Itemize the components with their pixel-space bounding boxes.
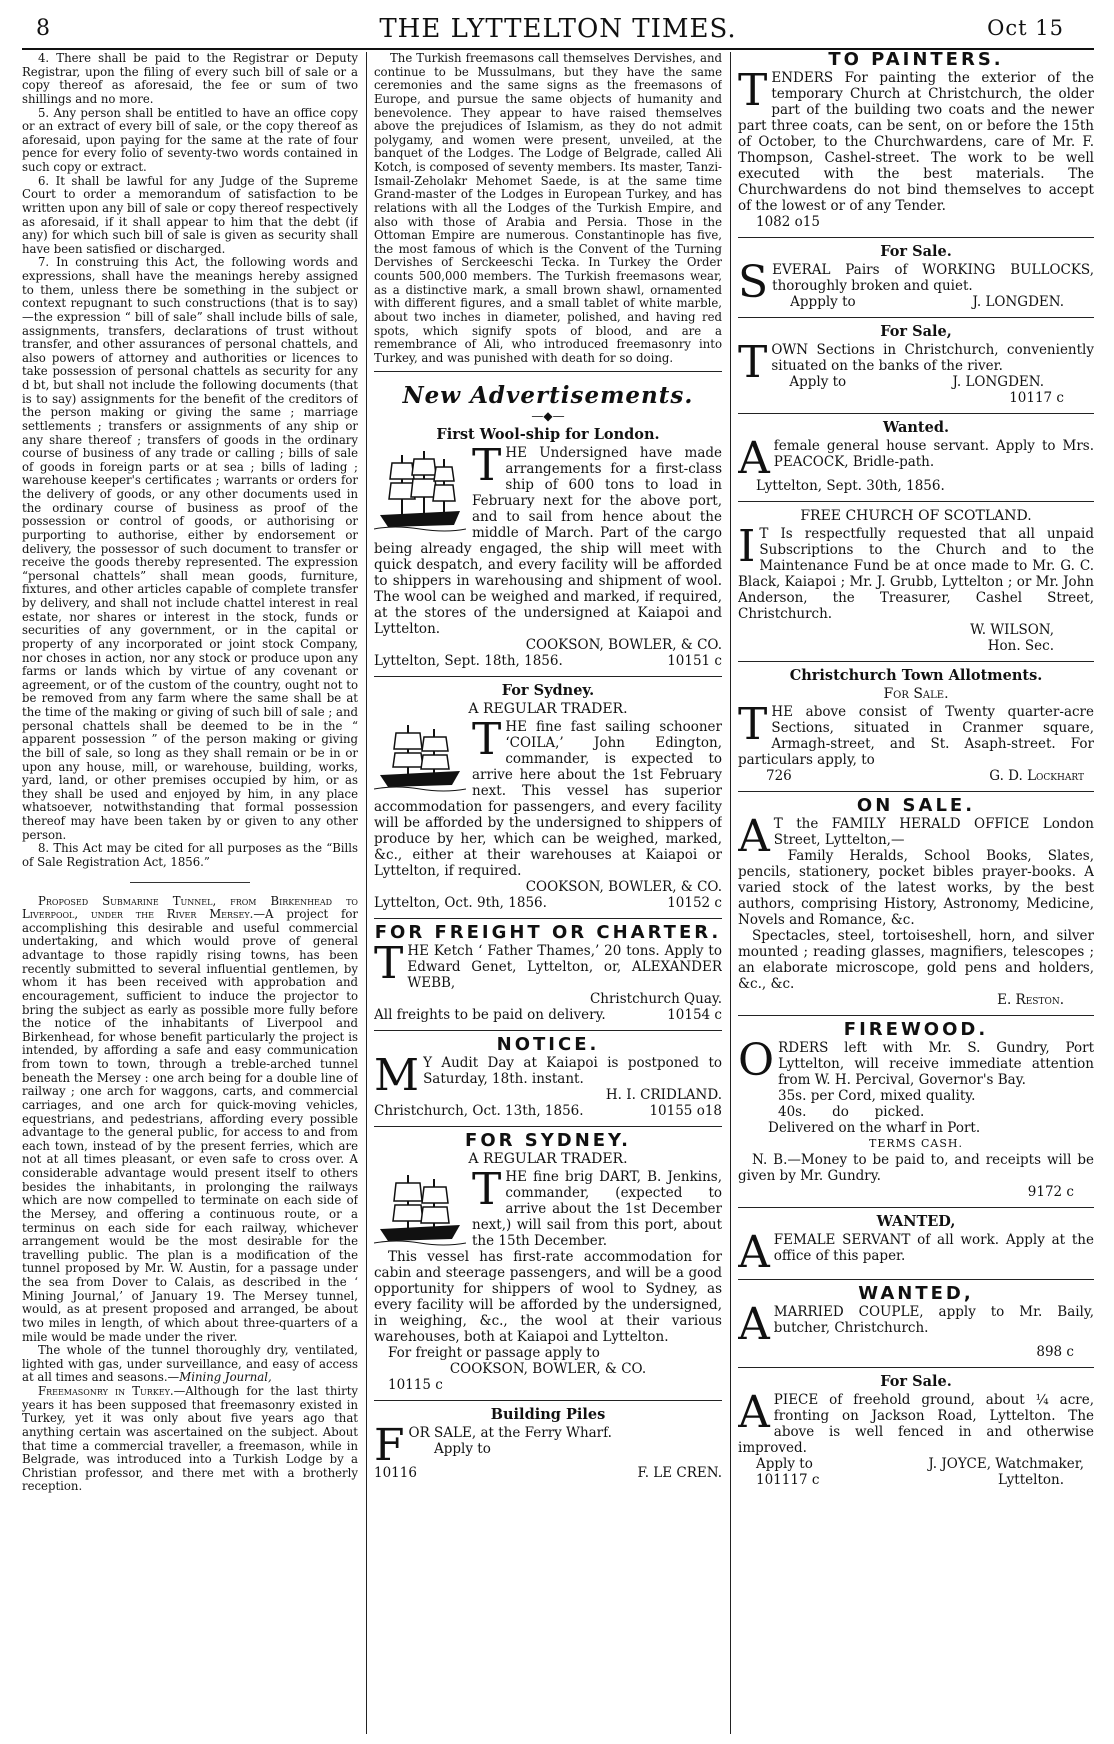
ad-heading: NOTICE. [496, 1034, 600, 1056]
column-2 [374, 52, 722, 1734]
drop-cap: A [738, 1387, 770, 1438]
ad-body: T Is respectfully requested that all unpaid Subscriptions to the Church and to the Maintenance Fund be at once made to Mr. G. C. Black, Kaiapoi ; Mr. J. Grubb, Lyttelton ; or Mr. John Anderson, the Treasurer, Cashel Street, Christchurch. [738, 526, 1094, 622]
ship-icon [374, 719, 466, 793]
drop-cap: T [738, 65, 768, 116]
ship-icon [374, 445, 466, 535]
ad-signature: F. LE CREN. [637, 1465, 722, 1482]
drop-cap: A [738, 1227, 770, 1278]
ad-signature: G. D. Lockhart [989, 768, 1084, 784]
drop-cap: O [738, 1035, 775, 1086]
drop-cap: A [738, 433, 770, 484]
ad-signature: W. WILSON, [970, 622, 1054, 638]
freemasonry-heading: Freemasonry in Turkey. [38, 1384, 174, 1398]
column-3 [738, 52, 1094, 1734]
ad-body: RDERS left with Mr. S. Gundry, Port Lyttelton, will receive immediate attention from W. H. Percival, Governor's Bay. [778, 1040, 1094, 1088]
ad-body: HE fine fast sailing schooner ‘COILA,’ John Edington, commander, is expected to arrive here about the 1st February next. This vessel has superior accommodation for passengers, and every facility will be afforded by the undersigned to shippers of produce by her, which can be weighed, marked, &c., either at their warehouses at Kaiapoi or Lyttelton, if required. [374, 719, 722, 880]
ad-body: OWN Sections in Christchurch, conveniently situated on the banks of the river. [771, 342, 1094, 374]
ad-number: 10116 [374, 1465, 417, 1482]
law-clause: 4. There shall be paid to the Registrar or Deputy Registrar, upon the filing of every such bill of sale or a copy thereof as aforesaid, the fee or sum of two shillings and no more. [22, 52, 358, 106]
ad-signature: COOKSON, BOWLER, & CO. [449, 1361, 647, 1378]
ad-number: 726 [766, 768, 792, 784]
ad-sydney-dart: FOR SYDNEY. A REGULAR TRADER. T HE fine brig DART, B. Jenkins, commander, (expected to arrive about the 1st December next,) will sail from this port, about the 15th December. This vessel has first-rate accommodation for cabin and steerage passengers, and will be a good opportunity for shippers of wool to Sydney, as every facility will be afforded by the undersigned, in weighing, &c., the wool at their various warehouses, both at Kaiapoi and Lyttelton. For freight or passage apply to COOKSON, BOWLER, & CO. 10115 c [374, 1127, 722, 1401]
ad-signature: J. JOYCE, Watchmaker, [928, 1456, 1084, 1472]
column-1 [22, 52, 358, 1734]
ad-heading: For Sale. [880, 243, 952, 260]
freemasonry-continued: The Turkish freemasons call themselves Dervishes, and continue to be Mussulmans, but they have the same ceremonies and the same signs as the freemasons of Europe, and pursue the same objects of humanity and benevolence. They appear to have raised themselves above the prejudices of Islamism, as they do not admit polygamy, and women were present, unveiled, at the banquet of the Lodges. The Lodge of Belgrade, called Ali Kotch, is composed of seventy members. Its master, Tanzi-Ismail-Zeholakr Mehomet Saede, is at the same time Grand-master of the Lodges in European Turkey, and has relations with all the Lodges of the Turkish Empire, and also with those of Arabia and Persia. Those in the Ottoman Empire are numerous. Constantinople has five, the most famous of which is the Convent of the Turning Dervishes of Serckeeschi Tecka. In Turkey the Order counts 500,000 members. The Turkish freemasons wear, as a distinctive mark, a small brown shawl, ornamented with different figures, and a small tablet of white marble, about two inches in diameter, polished, and having red spots, which signify spots of blood, and are a remembrance of Ali, who introduced freemasonry into Turkey, and was punished with death for so doing. [374, 52, 722, 365]
law-clause: 7. In construing this Act, the following words and expressions, shall have the meanings hereby assigned to them, unless there be something in the subject or context repugnant to such constructions (that is to say)—the expression “ bill of sale” shall include bills of sale, assignments, transfers, declarations of trust without transfer, and other assurances of personal chattels, and also powers of attorney and authorities or licences to take possession of personal chattels as security for any d bt, but shall not include the following documents (that is to say) assignments for the benefit of the creditors of the person making or giving the same ; marriage settlements ; transfers or assignments of any ship or any share thereof ; transfers of goods in the ordinary course of business of any trade or calling ; bills of sale of goods in foreign parts or at sea ; bills of lading ; warehouse keeper's certificates ; warrants or orders for the delivery of goods, or any other documents used in the ordinary course of business as proof of the possession or control of goods, or authorising or purporting to authorise, either by endorsement or delivery, the possessor of such document to transfer or receive the goods thereby represented. The expression “personal chattels” shall mean goods, furniture, fixtures, and other articles capable of complete transfer by delivery, and shall not include chattel interest in real estate, nor shares or interest in the stock, funds or securities of any government, or in the capital or property of any incorporated or joint stock Company, nor choses in action, nor any stock or produce upon any farms or lands which by virtue of any covenant or agreement, or of the custom of the country, ought not to be removed from any farm where the same shall be at the time of the making or giving of such bill of sale ; and personal chattels shall be deemed to be in the “ apparent possession ” of the person making or giving the bill of sale, so long as they shall remain or be in or upon any house, mill, or warehouse, building, works, yard, land, or other premises occupied by him, or as they shall be used and enjoyed by him, in any place whatsoever, notwithstanding that formal possession thereof may have been taken by or given to any other person. [22, 255, 358, 842]
ship-icon [374, 1169, 466, 1247]
law-clause: 6. It shall be lawful for any Judge of the Supreme Court to order a memorandum of satisfaction to be written upon any bill of sale or copy thereof respectively as aforesaid, if it shall appear to him that the debt (if any) for which such bill of sale is given as security shall have been satisfied or discharged. [22, 173, 358, 256]
ad-heading: WANTED, [858, 1283, 974, 1304]
ad-body: female general house servant. Apply to Mrs. PEACOCK, Bridle-path. [773, 438, 1094, 470]
ad-signature: E. Reston. [997, 992, 1064, 1008]
ad-number: 1082 o15 [756, 214, 820, 230]
drop-cap: T [738, 699, 768, 750]
tunnel-article [22, 895, 358, 1345]
ad-number: 10152 c [667, 895, 722, 912]
freemasonry-article: Freemasonry in Turkey.—Although for the last thirty years it has been supposed that freemasonry existed in Turkey, yet it was only about five years ago that anything certain was ascertained on the subject. About that time a commercial traveller, a freemason, while in Belgrade, was introduced into a Turkish Lodge by a Christian professor, and there met with a brotherly reception. [22, 1384, 358, 1494]
ad-number: 10151 c [667, 653, 722, 670]
ad-heading: Christchurch Town Allotments. [789, 667, 1043, 684]
ad-body: FEMALE SERVANT of all work. Apply at the office of this paper. [773, 1232, 1094, 1264]
drop-cap: S [738, 257, 769, 308]
tunnel-text: —A project for accomplishing this desirable and useful commercial undertaking, and which would prove of general advantage to those rapidly rising towns, has been recently submitted to several influential gentlemen, by whom it has been received with approbation and encouragement, sufficient to induce the projector to bring the subject as early as possible more fully before the notice of the inhabitants of Liverpool and Birkenhead, for whose benefit particularly the project is intended, by affording a safe and easy communication from town to town, through a treble-arched tunnel beneath the Mersey : one arch being for a double line of railway ; one arch for waggons, carts, and commercial carriages, and one arch for quick-moving vehicles, equestrians, and pedestrians, affording every possible advantage to the general public, for access to and from each town, instead of by the present ferries, which are not at all times pleasant, or even safe to cross over. A considerable advantage would present itself to others besides the inhabitants, in prolonging the railways which are now compelled to terminate on each side of the Mersey, and offering a continuous route, or a terminus on each side for each railway, whichever arrangement would be the most desirable for the travelling public. The plan is a modification of the tunnel proposed by Mr. W. Austin, for a passage under the sea from Dover to Calais, as described in the ‘ Mining Journal,’ of January 19. The Mersey tunnel, would, as at present proposed and arranged, be about two miles in length, of which about three-quarters of a mile would be made under the river. [22, 907, 358, 1344]
ad-free-church: FREE CHURCH OF SCOTLAND. I T Is respectfully requested that all unpaid Subscriptions to the Church and to the Maintenance Fund be at once made to Mr. G. C. Black, Kaiapoi ; Mr. J. Grubb, Lyttelton ; or Mr. John Anderson, the Treasurer, Cashel Street, Christchurch. W. WILSON, Hon. Sec. [738, 502, 1094, 662]
ad-body: ENDERS For painting the exterior of the temporary Church at Christchurch, the older part of the building two coats and the newer part three coats, can be sent, on or before the 15th of October, to the Churchwardens, care of Mr. F. Thompson, Cashel-street. The work to be well executed with the best materials. The Churchwardens do not bind themselves to accept of the lowest or of any Tender. [738, 70, 1094, 214]
tunnel-heading: Proposed Submarine Tunnel, from Birkenhead to Liverpool, under the River Mersey. [22, 893, 358, 922]
ad-heading: FIREWOOD. [843, 1019, 989, 1040]
column-rule [366, 52, 367, 1734]
ad-body: HE fine brig DART, B. Jenkins, commander, (expected to arrive about the 1st December next,) will sail from this port, about the 15th December. [472, 1169, 722, 1250]
ad-body: MARRIED COUPLE, apply to Mr. Baily, butcher, Christchurch. [773, 1304, 1094, 1336]
ad-signature: J. LONGDEN. [952, 374, 1044, 390]
ornament: —◆— [531, 409, 565, 424]
ad-signature: J. LONGDEN. [972, 294, 1064, 310]
ad-town-sections: For Sale, T OWN Sections in Christchurch, conveniently situated on the banks of the river. Apply to J. LONGDEN. 10117 c [738, 318, 1094, 414]
issue-date: Oct 15 [987, 16, 1064, 40]
page-number: 8 [36, 16, 50, 41]
ad-sydney-coila: For Sydney. A REGULAR TRADER. T HE fine fast sailing schooner ‘COILA,’ John Edington, commander, is expected to arrive here about the 1st February next. This vessel has superior accommodation for passengers, and every facility will be afforded by the undersigned to shippers of produce by her, which can be weighed, marked, &c., either at their warehouses at Kaiapoi or Lyttelton, if required. COOKSON, BOWLER, & CO. Lyttelton, Oct. 9th, 1856. 10152 c [374, 677, 722, 919]
ad-heading: FREE CHURCH OF SCOTLAND. [800, 508, 1032, 524]
ad-on-sale: ON SALE. A T the FAMILY HERALD OFFICE London Street, Lyttelton,— Family Heralds, School Books, Slates, pencils, stationery, pocket bibles prayer-books. A varied stock of the latest works, by the best authors, comprising History, Astronomy, Medicine, Novels and Romance, &c. Spectacles, steel, tortoiseshell, horn, and silver mounted ; reading glasses, magnifiers, telescopes ; an elaborate microscope, gold pens and holders, &c., &c. E. Reston. [738, 792, 1094, 1016]
drop-cap: F [374, 1420, 405, 1472]
ad-number: 101117 c [756, 1472, 820, 1488]
ad-body: Y Audit Day at Kaiapoi is postponed to Saturday, 18th. instant. [423, 1055, 722, 1088]
column-rule [730, 52, 731, 1734]
ad-number: 10117 c [1009, 390, 1064, 406]
ad-wanted-servant: Wanted. A female general house servant. Apply to Mrs. PEACOCK, Bridle-path. Lyttelton, Sept. 30th, 1856. [738, 414, 1094, 502]
ad-heading: First Wool-ship for London. [436, 426, 660, 444]
ad-number: 10155 o18 [649, 1103, 722, 1120]
ad-number: 10115 c [388, 1377, 443, 1394]
ad-heading: WANTED, [876, 1213, 956, 1230]
ad-heading: Wanted. [882, 419, 950, 436]
ad-body: HE Ketch ‘ Father Thames,’ 20 tons. Apply to Edward Genet, Lyttelton, or, ALEXANDER WEBB, [407, 943, 722, 992]
ad-body: T the FAMILY HERALD OFFICE London Street, Lyttelton,— [773, 816, 1094, 848]
newspaper-title: THE LYTTELTON TIMES. [379, 14, 737, 44]
drop-cap: T [472, 714, 502, 766]
ad-body: HE above consist of Twenty quarter-acre Sections, situated in Cranmer square, Armagh-street, and St. Asaph-street. For particulars apply, to [738, 704, 1094, 768]
ad-notice: NOTICE. M Y Audit Day at Kaiapoi is postponed to Saturday, 18th. instant. H. I. CRIDLAND. Christchurch, Oct. 13th, 1856. 10155 o18 [374, 1031, 722, 1127]
masthead [22, 14, 1094, 50]
ad-heading: FOR SYDNEY. [465, 1130, 631, 1152]
tunnel-source: Mining Journal, [179, 1370, 272, 1385]
ad-body: OR SALE, at the Ferry Wharf. [408, 1425, 612, 1442]
ad-number: 9172 c [1027, 1184, 1074, 1200]
ad-freehold-ground: For Sale. A PIECE of freehold ground, about ¼ acre, fronting on Jackson Road, Lyttelton. The above is well fenced in and otherwise improved. Apply to J. JOYCE, Watchmaker, 101117 c Lyttelton. [738, 1373, 1094, 1488]
ad-heading: Building Piles [490, 1406, 606, 1424]
ad-signature: COOKSON, BOWLER, & CO. [525, 879, 722, 896]
ad-bullocks: For Sale. S EVERAL Pairs of WORKING BULLOCKS, thoroughly broken and quiet. Appply to J. LONGDEN. [738, 238, 1094, 318]
drop-cap: T [738, 337, 768, 388]
ad-body: EVERAL Pairs of WORKING BULLOCKS, thoroughly broken and quiet. [772, 262, 1094, 294]
ad-signature: COOKSON, BOWLER, & CO. [525, 637, 722, 654]
drop-cap: A [738, 811, 770, 862]
ad-heading: FOR FREIGHT OR CHARTER. [374, 922, 722, 944]
ad-building-piles: Building Piles F OR SALE, at the Ferry Wharf. Apply to 10116 F. LE CREN. [374, 1406, 722, 1482]
ad-body: HE Undersigned have made arrangements for a first-class ship of 600 tons to load in February next for the above port, and to sail from hence about the middle of March. Part of the cargo being already engaged, the ship will meet with quick despatch, and every facility will be afforded to shippers in warehousing and shipment of wool. The wool can be weighed and marked, if required, at the stores of the undersigned at Kaiapoi and Lyttelton. [374, 445, 722, 638]
ad-wanted-couple [738, 1280, 1094, 1368]
ad-heading: For Sydney. [501, 682, 595, 700]
law-clause: 5. Any person shall be entitled to have an office copy or an extract of every bill of sale, or the copy thereof as aforesaid, upon paying for the same at the rate of four pence for every folio of seventy-two words contained in such copy or extract. [22, 105, 358, 174]
ad-woolship: First Wool-ship for London. T HE Undersigned have made arrangements for a first-class ship of 600 tons to load in February next for the above port, and to sail from hence about the middle of March. Part of the cargo being already engaged, the ship will meet with quick despatch, and every facility will be afforded to shippers in warehousing and shipment of wool. The wool can be weighed and marked, if required, at the stores of the undersigned at Kaiapoi and Lyttelton. COOKSON, BOWLER, & CO. Lyttelton, Sept. 18th, 1856. 10151 c [374, 421, 722, 677]
tunnel-article-cont: The whole of the tunnel thoroughly dry, ventilated, lighted with gas, under surveillance, and easy of access at all times and seasons.—Mining Journal, [22, 1343, 358, 1385]
ad-freight: FOR FREIGHT OR CHARTER. T HE Ketch ‘ Father Thames,’ 20 tons. Apply to Edward Genet, Lyttelton, or, ALEXANDER WEBB, Christchurch Quay. All freights to be paid on delivery. 10154 c [374, 919, 722, 1031]
ad-wanted-female-servant [738, 1208, 1094, 1280]
drop-cap: T [472, 1164, 502, 1216]
ad-heading: ON SALE. [856, 795, 976, 816]
ad-firewood: FIREWOOD. O RDERS left with Mr. S. Gundry, Port Lyttelton, will receive immediate attention from W. H. Percival, Governor's Bay. 35s. per Cord, mixed quality. 40s. do picked. Delivered on the wharf in Port. TERMS CASH. N. B.—Money to be paid to, and receipts will be given by Mr. Gundry. 9172 c [738, 1016, 1094, 1208]
drop-cap: A [738, 1299, 770, 1350]
section-title: New Advertisements. [402, 382, 694, 410]
ad-heading: For Sale, [880, 323, 952, 340]
ad-signature: H. I. CRIDLAND. [605, 1087, 722, 1104]
law-clause: 8. This Act may be cited for all purposes as the “Bills of Sale Registration Act, 1856.” [22, 841, 358, 869]
ad-heading: For Sale. [880, 1373, 952, 1390]
drop-cap: T [472, 440, 502, 492]
drop-cap: I [738, 521, 756, 572]
ad-painters [738, 52, 1094, 238]
ad-number: 10154 c [667, 1007, 722, 1024]
ad-heading: TO PAINTERS. [828, 52, 1004, 70]
ad-number: 898 c [1036, 1344, 1074, 1360]
ad-town-allotments: Christchurch Town Allotments. For Sale. T HE above consist of Twenty quarter-acre Sections, situated in Cranmer square, Armagh-street, and St. Asaph-street. For particulars apply, to 726 G. D. Lockhart [738, 662, 1094, 792]
ad-body: PIECE of freehold ground, about ¼ acre, fronting on Jackson Road, Lyttelton. The above is well fenced in and otherwise improved. [738, 1392, 1094, 1456]
drop-cap: M [374, 1050, 420, 1102]
drop-cap: T [374, 938, 404, 990]
